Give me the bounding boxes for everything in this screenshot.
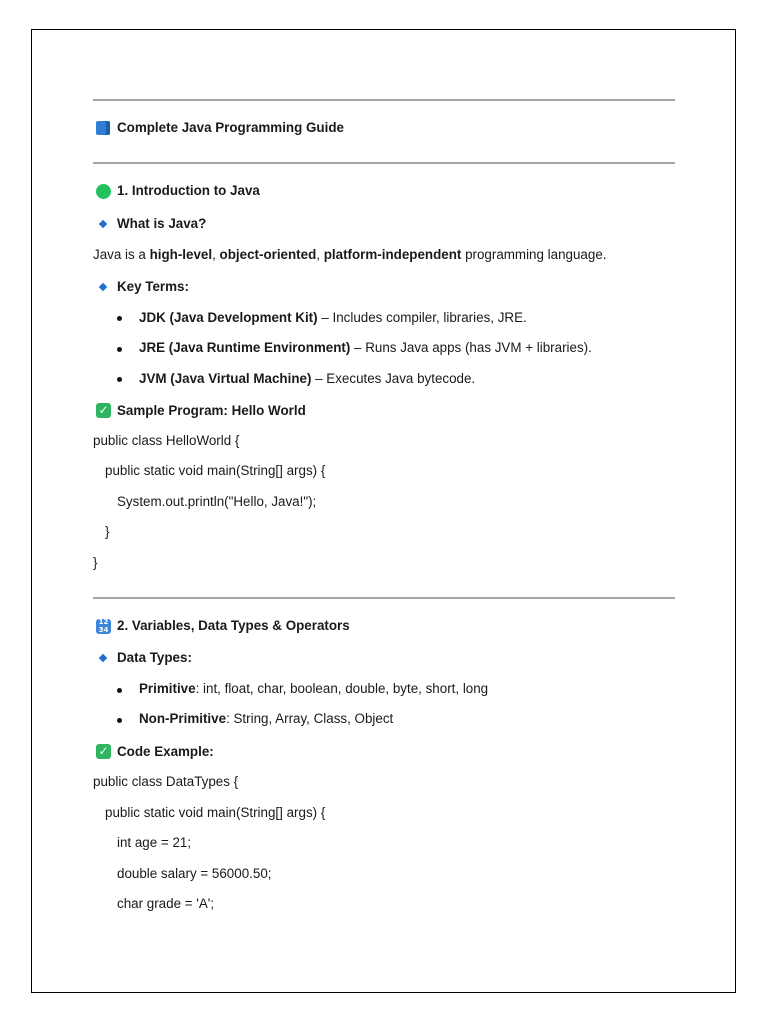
code-line: public static void main(String[] args) { bbox=[105, 463, 326, 478]
key-term-item: JRE (Java Runtime Environment) – Runs Java apps (has JVM + libraries). bbox=[139, 340, 592, 355]
divider-section-2 bbox=[93, 597, 675, 599]
section-2-heading: 2. Variables, Data Types & Operators bbox=[117, 618, 350, 633]
code-line: int age = 21; bbox=[117, 835, 192, 850]
code-line: public class HelloWorld { bbox=[93, 433, 240, 448]
code-line: char grade = 'A'; bbox=[117, 896, 215, 911]
bullet-icon bbox=[117, 316, 122, 321]
code-line: System.out.println("Hello, Java!"); bbox=[117, 494, 317, 509]
check-mark-icon: ✓ bbox=[96, 403, 111, 418]
divider-top bbox=[93, 99, 675, 101]
code-line: public class DataTypes { bbox=[93, 774, 239, 789]
book-icon bbox=[96, 121, 110, 135]
data-types-heading: Data Types: bbox=[117, 650, 192, 665]
bullet-icon bbox=[117, 377, 122, 382]
bullet-icon bbox=[117, 347, 122, 352]
section-1-heading: 1. Introduction to Java bbox=[117, 183, 260, 198]
code-example-heading: Code Example: bbox=[117, 744, 214, 759]
bullet-icon bbox=[117, 688, 122, 693]
bullet-icon bbox=[117, 718, 122, 723]
green-circle-icon bbox=[96, 184, 111, 199]
check-mark-icon: ✓ bbox=[96, 744, 111, 759]
numbers-icon: 12 34 bbox=[96, 619, 111, 634]
data-type-item: Non-Primitive: String, Array, Class, Object bbox=[139, 711, 394, 726]
code-line: public static void main(String[] args) { bbox=[105, 805, 326, 820]
code-line: double salary = 56000.50; bbox=[117, 866, 272, 881]
sample-program-heading: Sample Program: Hello World bbox=[117, 403, 306, 418]
divider-title bbox=[93, 162, 675, 164]
key-term-item: JVM (Java Virtual Machine) – Executes Java bytecode. bbox=[139, 371, 476, 386]
code-line: } bbox=[93, 555, 98, 570]
key-terms-heading: Key Terms: bbox=[117, 279, 189, 294]
what-is-java-heading: What is Java? bbox=[117, 216, 207, 231]
document-title: Complete Java Programming Guide bbox=[117, 120, 344, 135]
key-term-item: JDK (Java Development Kit) – Includes compiler, libraries, JRE. bbox=[139, 310, 527, 325]
java-definition: Java is a high-level, object-oriented, platform-independent programming language. bbox=[93, 247, 607, 262]
data-type-item: Primitive: int, float, char, boolean, double, byte, short, long bbox=[139, 681, 489, 696]
code-line: } bbox=[105, 524, 110, 539]
